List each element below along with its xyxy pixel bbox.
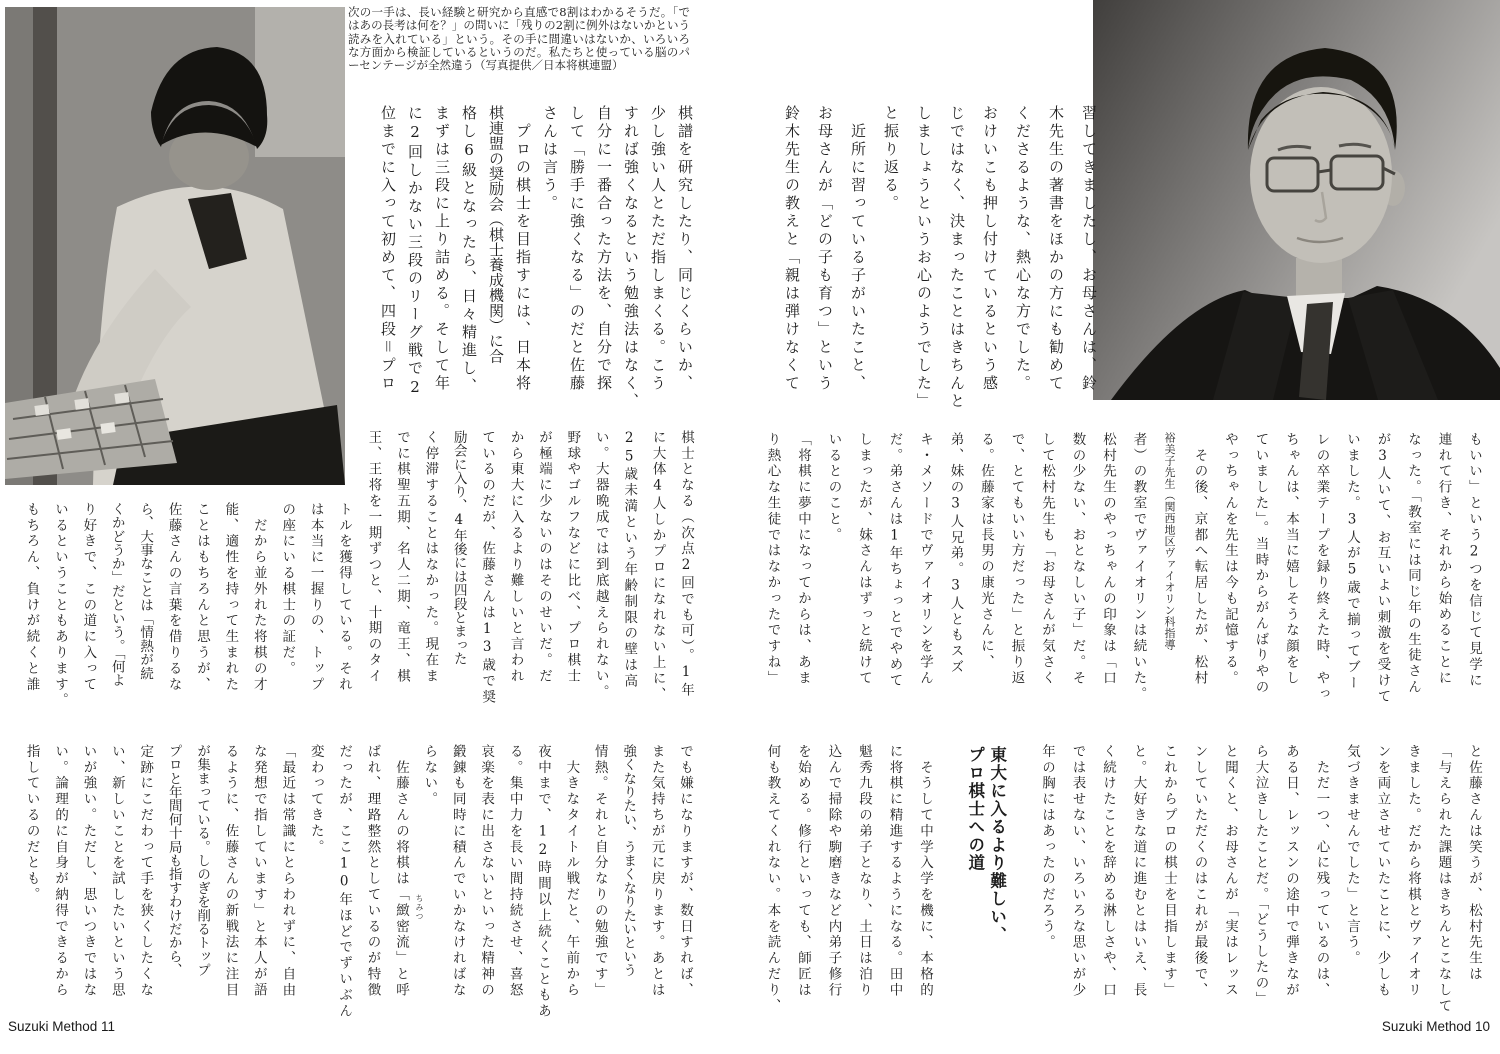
section-heading [964,746,1008,1018]
text-column: 込んで掃除や駒磨きなど内弟子修行 [825,744,842,999]
text-column: いるということもあります。 [51,502,68,709]
text-column: に2回しかない三段のリーグ戦で2 [406,105,424,399]
text-column: その後、京都へ転居したが、松村 [1191,432,1208,687]
text-column: 棋譜を研究したり、同じくらいか、 [676,105,694,393]
text-column: 鍛錬も同時に積んでいかなければな [449,744,466,999]
text-column: すれば強くなるという勉強法はなく、 [622,105,640,411]
text-column: くかどうか」だという。「何よ [108,502,125,688]
text-column: いました。3人が5歳で揃ってブー [1344,432,1360,692]
text-column: い。大器晩成では到底越えられない。 [592,430,609,701]
text-column: く停滞することはなかった。現在ま [422,430,439,685]
text-column: では表せない、いろいろな思いが少 [1069,744,1086,999]
text-column: だったが、ここ10年ほどでずいぶん [336,744,353,1020]
text-column: るように、佐藤さんの新戦法に注目 [222,744,239,999]
text-column: いるとのこと。 [825,432,842,544]
text-column: 大きなタイトル戦だと、午前から [563,744,580,999]
text-column: 弟、妹の3人兄弟。3人ともスズ [947,432,964,676]
text-column: 少し強い人とただ指しまくる。こう [649,105,667,393]
text-column: でも嫌になりますが、数日すれば、 [677,744,693,999]
left-tier1-columns [374,105,698,417]
left-tier2-short-columns [17,502,358,709]
text-column: 強くなりたい、うまくなりたいという [620,744,637,977]
text-column: レの卒業テープを録り終えた時、やっ [1313,432,1330,703]
text-column: もいい」という2つを信じて見学に [1466,432,1482,689]
text-column: る。集中力を長い間持続させ、喜怒 [506,744,523,999]
text-column: ばれ、理路整然としているのが特徴 [364,744,381,999]
text-column: ら大泣きしたことだ。「どうしたの」 [1252,744,1269,1008]
text-column: ことはもちろんと思うが、 [193,502,210,693]
text-column: 「与えられた課題はきちんとこなして [1435,744,1452,1015]
text-column: おけいこも押し付けているという感 [981,105,999,393]
text-column: 「最近は常識にとらわれずに、自由 [279,744,296,999]
right-tier3 [757,744,1489,1018]
text-column: り好きで、この道に入って [80,502,97,693]
portrait-photo [1093,0,1500,400]
text-column: プロの棋士を目指すには、日本将 [514,105,532,393]
text-column: い。論理的に自身が納得できるから [52,744,69,999]
section-heading-column: プロ棋士への道 [965,746,985,872]
text-column: だから並外れた将棋の才 [250,502,267,693]
page-number-right: Suzuki Method 10 [1381,1019,1490,1034]
text-column: また気持ちが元に戻ります。あとは [648,744,665,999]
text-column: 位までに入って初めて、四段＝プロ [379,105,397,393]
text-column: いが強い。ただし、思いつきではな [80,744,97,999]
text-column: 指しているのだとも。 [23,744,40,903]
text-column: 野球やゴルフなどに比べ、プロ棋士 [564,430,581,685]
left-tier2-full-columns [358,430,700,704]
text-column: ちゃんは、本当に嬉しそうな顔をし [1283,432,1299,687]
text-column: やっちゃんを先生は今も記憶する。 [1222,432,1238,687]
text-column: もちろん、負けが続くと誰 [23,502,40,693]
page-number-left: Suzuki Method 11 [8,1019,116,1034]
text-column: ていました」。当時からがんばりやの [1252,432,1269,696]
text-column: で、とてもいい方だった」と振り返 [1008,432,1025,687]
text-column: 年の胸にはあったのだろう。 [1039,744,1055,951]
text-column: が集まっている。しのぎを削るトップ [194,744,211,977]
right-tier1-columns [772,105,1105,417]
text-column: 格し6級となったら、日々精進し、 [460,105,478,396]
text-column: そうして中学入学を機に、本格的 [917,744,933,999]
text-column: まずは三段に上り詰める。そして年 [433,105,451,393]
text-column: じではなく、決まったことはきちんと [948,105,966,411]
text-column: から東大に入るより難しいと言われ [507,430,524,685]
text-column: キ・メソードでヴァイオリンを学ん [917,432,933,687]
text-column: して「勝手に強くなる」のだと佐藤 [568,105,586,393]
right-tier2-columns [757,432,1489,706]
text-column: 数の少ない、おとなしい子」だ。そ [1069,432,1086,687]
text-column: 佐藤さんの言葉を借りるな [165,502,182,693]
text-column: 自分に一番合った方法を、自分で探 [595,105,613,393]
text-column: して松村先生も「お母さんが気さく [1039,432,1055,687]
text-column: 者）の教室でヴァイオリンは続いた。 [1130,432,1147,703]
text-column: と振り返る。 [882,105,900,213]
text-column: り熱心な生徒ではなかったですね」 [764,432,781,687]
text-column: が極端に少ないのはそのせいだ。だ [535,430,552,685]
text-column: 「将棋に夢中になってからは、あま [795,432,811,687]
text-column: に将棋に精進するようになる。田中 [886,744,903,999]
text-column: 鈴木先生の教えと「親は弾けなくて [783,105,801,393]
text-column: 松村先生のやっちゃんの印象は「口 [1100,432,1116,687]
text-column: でに棋聖五期、名人二期、竜王、棋 [393,430,410,685]
left-tier3-columns [17,744,699,1018]
text-column: 何も教えてくれない。本を読んだり、 [764,744,781,1015]
text-column: しまったが、妹さんはずっと続けて [856,432,872,687]
text-column: なった。「教室には同じ年の生徒さん [1405,432,1421,696]
text-column: しましょうというお心のようでした」 [915,105,933,411]
text-column: さんは言う。 [541,105,559,213]
text-column: きました。だから将棋とヴァイオリ [1405,744,1421,999]
shogi-player-photo-art [5,7,345,485]
text-column: 変わってきた。 [307,744,324,856]
text-column: ら、大事なことは「情熱が続 [137,502,154,681]
text-column: 25歳未満という年齢制限の壁は高 [621,430,638,690]
text-column: と。大好きな道に進むとはいえ、長 [1130,744,1147,999]
shogi-player-photo [5,7,345,485]
text-column: が3人いて、お互いよい刺激を受けて [1374,432,1391,705]
text-column: を始める。修行といっても、師匠は [795,744,811,999]
text-column: 情熱。それと自分なりの勉強です」 [591,744,608,999]
text-column: 気づきませんでした」と言う。 [1344,744,1360,967]
text-column: プロと年間何十局も指すわけだから、 [165,744,182,977]
text-column: 魁秀九段の弟子となり、土日は泊り [856,744,872,999]
text-column: トルを獲得している。それ [336,502,352,693]
text-column: く続けたことを辞める淋しさや、口 [1100,744,1116,999]
text-column: ンを両立させていたことに、少しも [1374,744,1391,999]
text-column: これからプロの棋士を目指します」 [1161,744,1177,999]
text-column: ンしていただくのはこれが最後で、 [1191,744,1208,999]
text-column: 裕美子先生（関西地区ヴァイオリン科指導 [1163,432,1176,651]
text-column: 能、適性を持って生まれた [222,502,239,693]
text-column: ているのだが、佐藤さんは13歳で奨 [479,430,496,706]
text-column: 夜中まで、12時間以上続くこともあ [534,744,551,1020]
text-column: は本当に一握りの、トップ [307,502,324,693]
text-column: 棋士となる（次点2回でも可）。1年 [678,430,694,699]
text-column: の座にいる棋士の証だ。 [279,502,296,677]
right-tier3-columns-b [757,744,940,1018]
text-column: 哀楽を表に出さないといった精神の [478,744,495,999]
text-column: お母さんが「どの子も育つ」という [816,105,834,393]
text-column: 王、王将を一期ずつと、十期のタイ [365,430,382,685]
text-column: だ。弟さんは1年ちょっとでやめて [886,432,903,689]
text-column: な発想で指しています」と本人が語 [250,744,267,999]
text-column: 佐藤さんの将棋は「緻密流」と呼 [392,744,409,999]
text-column: 棋連盟の奨励会（棋士養成機関）に合 [487,105,505,364]
text-column: と佐藤さんは笑うが、松村先生は [1466,744,1482,983]
text-column: い、新しいことを試したいという思 [108,744,125,999]
section-heading-column: 東大に入るより難しい、 [987,746,1007,944]
text-column: る。佐藤家は長男の康光さんに、 [978,432,994,671]
ruby-annotation: ちみつ [415,894,424,921]
text-column: 木先生の著書をほかの方にも勧めて [1047,105,1065,393]
text-column: 定跡にこだわって手を狭くしたくな [137,744,154,999]
right-tier3-columns-a [1032,744,1490,1018]
text-column: くださるような、熱心な方でした。 [1014,105,1032,393]
text-column: ある日、レッスンの途中で弾きなが [1283,744,1299,999]
photo-caption: 次の一手は、長い経験と研究から直感で8割はわかるそうだ。「ではあの長考は何を？」の問いに「残りの2割に例外はないかという読みを入れている」という。その手に間違いはないか、いろいろな方面から検証しているというのだ。私たちと使っている脳のパーセンテージが全然違う（写真提供／日本将棋連盟） [348,5,690,73]
portrait-photo-art [1093,0,1500,400]
text-column: ただ一つ、心に残っているのは、 [1313,744,1330,999]
text-column: らない。 [421,744,438,808]
text-column: 近所に習っている子がいたこと、 [849,105,867,393]
text-column: 連れて行き、それから始めることに [1435,432,1452,687]
text-column: と聞くと、お母さんが「実はレッス [1222,744,1238,999]
text-column: 励会に入り、4年後には四段とまった [450,430,467,666]
text-column: に大体4人しかプロになれない上に、 [649,430,666,703]
text-column: 習してきましたし、お母さんは、鈴 [1080,105,1098,393]
